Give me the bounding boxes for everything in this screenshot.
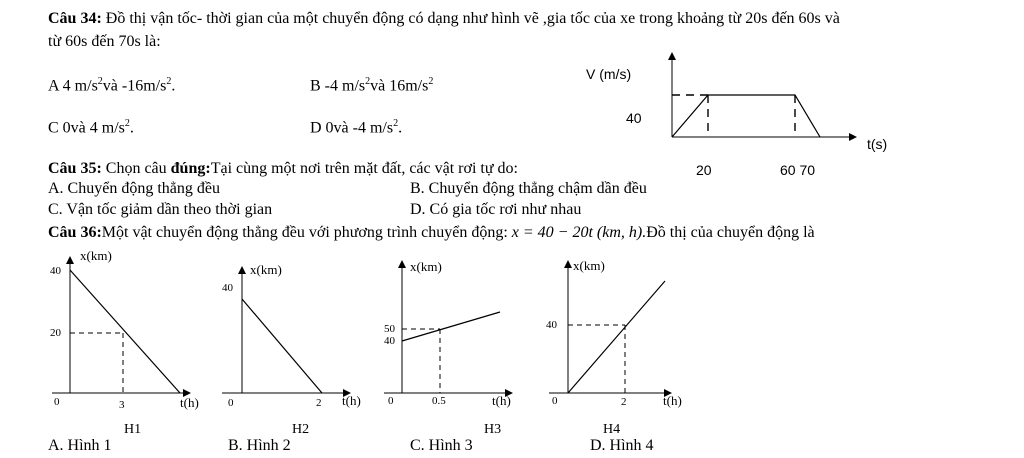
t60-70-label: 60 70 bbox=[780, 162, 816, 178]
svg-text:x(km): x(km) bbox=[80, 248, 112, 263]
q35-option-d[interactable]: D. Có gia tốc rơi như nhau bbox=[410, 201, 582, 218]
svg-text:40: 40 bbox=[50, 265, 61, 277]
v-axis-label: V (m/s) bbox=[586, 66, 632, 82]
graph-h3[interactable] bbox=[380, 245, 560, 435]
graph-h1[interactable] bbox=[40, 245, 220, 435]
svg-text:t(h): t(h) bbox=[663, 393, 682, 408]
svg-text:0: 0 bbox=[228, 397, 234, 409]
h2-line bbox=[242, 299, 322, 393]
svg-text:H2: H2 bbox=[292, 422, 310, 435]
svg-text:2: 2 bbox=[621, 396, 627, 408]
q35-prompt: Câu 35: Chọn câu đúng:Tại cùng một nơi trên mặt đất, các vật rơi tự do: bbox=[48, 160, 518, 177]
q35-option-c[interactable]: C. Vận tốc giảm dần theo thời gian bbox=[48, 201, 273, 218]
t-axis-label: t(s) bbox=[867, 136, 888, 152]
svg-text:2: 2 bbox=[316, 397, 322, 409]
q34-text2: từ 60s đến 70s là: bbox=[48, 33, 161, 50]
svg-text:20: 20 bbox=[50, 327, 61, 339]
svg-text:50: 50 bbox=[384, 323, 395, 335]
svg-text:40: 40 bbox=[384, 335, 395, 347]
velocity-time-graph bbox=[580, 45, 900, 185]
q36-option-a[interactable]: A. Hình 1 bbox=[48, 437, 112, 454]
svg-text:x(km): x(km) bbox=[573, 258, 605, 273]
h4-line bbox=[568, 281, 665, 393]
svg-text:0.5: 0.5 bbox=[432, 395, 446, 407]
svg-text:40: 40 bbox=[546, 319, 557, 331]
q36-option-b[interactable]: B. Hình 2 bbox=[228, 437, 291, 454]
graph-h2[interactable] bbox=[220, 245, 400, 435]
q36-equation: x = 40 − 20t (km, h). bbox=[511, 224, 647, 241]
svg-text:t(h): t(h) bbox=[342, 393, 361, 408]
q35-option-a[interactable]: A. Chuyển động thẳng đều bbox=[48, 180, 220, 197]
q35-label: Câu 35: bbox=[48, 160, 102, 177]
t20-label: 20 bbox=[696, 162, 712, 178]
q36-option-d[interactable]: D. Hình 4 bbox=[590, 437, 654, 454]
q36-label: Câu 36: bbox=[48, 224, 102, 241]
q34-line1 bbox=[48, 10, 840, 28]
q34-label: Câu 34: bbox=[48, 10, 102, 27]
q34-option-d[interactable]: D 0và -4 $m/s^2$. bbox=[310, 118, 403, 137]
q35-option-b[interactable]: B. Chuyển động thẳng chậm dần đều bbox=[410, 180, 647, 197]
v40-label: 40 bbox=[626, 110, 642, 126]
svg-text:x(km): x(km) bbox=[250, 262, 282, 277]
svg-text:0: 0 bbox=[54, 396, 60, 408]
svg-text:H4: H4 bbox=[603, 422, 621, 435]
svg-text:0: 0 bbox=[552, 395, 558, 407]
q34-text1: Đồ thị vận tốc- thời gian của một chuyển động có dạng như hình vẽ ,gia tốc của xe trong khoảng từ 20s đến 60s và bbox=[101, 10, 840, 27]
h3-line bbox=[402, 312, 500, 341]
q34-option-b[interactable]: B -4 $m/s^2và$ $16m/s^2$ bbox=[310, 76, 434, 95]
svg-text:40: 40 bbox=[222, 282, 233, 294]
svg-text:t(h): t(h) bbox=[492, 393, 511, 408]
q36-prompt: Câu 36:Một vật chuyển động thẳng đều với phương trình chuyển động: x = 40 − 20t (km, h).Đồ thị của chuyển động là bbox=[48, 224, 815, 241]
q34-option-a[interactable]: A 4 $m/s^2và$ $-16m/s^2$. bbox=[48, 76, 176, 95]
svg-text:0: 0 bbox=[388, 395, 394, 407]
svg-text:H1: H1 bbox=[124, 422, 142, 435]
q34-option-c[interactable]: C 0và 4 $m/s^2$. bbox=[48, 118, 134, 137]
svg-text:3: 3 bbox=[119, 399, 125, 411]
svg-text:x(km): x(km) bbox=[410, 259, 442, 274]
graph-h4[interactable] bbox=[545, 245, 705, 435]
h1-line bbox=[70, 270, 180, 393]
svg-text:H3: H3 bbox=[484, 422, 502, 435]
q36-option-c[interactable]: C. Hình 3 bbox=[410, 437, 473, 454]
svg-text:t(h): t(h) bbox=[180, 395, 199, 410]
velocity-line bbox=[672, 95, 820, 137]
